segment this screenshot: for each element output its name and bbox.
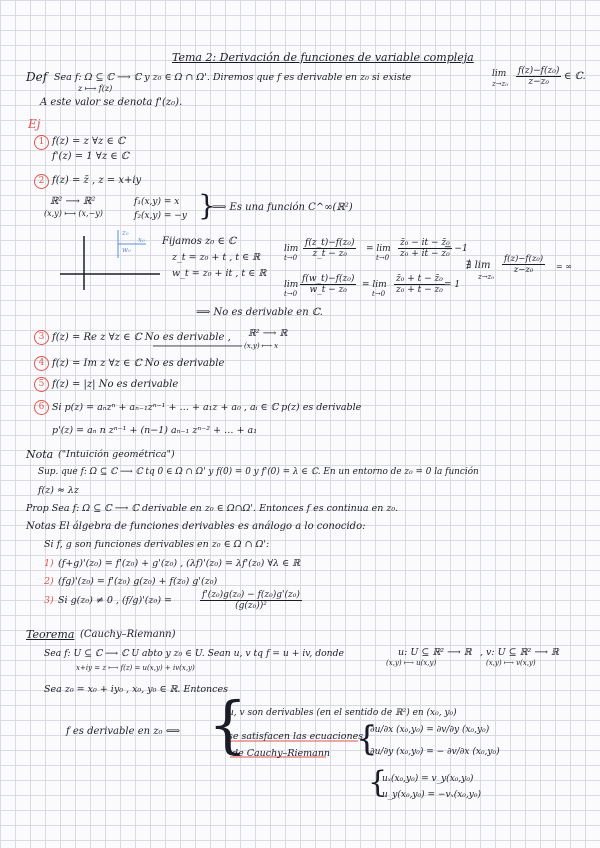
lim-a-result: = −1 — [444, 244, 468, 254]
ex2-fix: Fijamos z₀ ∈ ℂ — [162, 236, 237, 247]
teorema-v-sub: (x,y) ⟼ v(x,y) — [486, 659, 536, 667]
teorema-u-sub: (x,y) ⟼ u(x,y) — [386, 659, 437, 667]
nexists-tail: = ∞ — [556, 262, 572, 271]
lim-a-den: z_t − z₀ — [312, 249, 347, 259]
def-fraction-num: f(z)−f(z₀) — [518, 66, 560, 76]
lim-b-mid-den: z₀ + t − z₀ — [396, 285, 443, 295]
ex2-conclusion: ⟹ Es una función C^∞(ℝ²) — [212, 202, 353, 213]
teorema-label: Teorema — [26, 628, 75, 641]
lim-b-mid-num: z̄₀ + t − z̄₀ — [396, 274, 443, 284]
quotient-frac — [200, 590, 302, 611]
ex5-text: f(z) = |z| No es derivable — [52, 379, 179, 390]
def-lim-sub: z→z₀ — [492, 80, 509, 88]
def-notation: A este valor se denota f'(z₀). — [40, 97, 183, 108]
lim-b-result: = 1 — [444, 280, 461, 290]
example-number-2: 2 — [34, 174, 49, 189]
nexists-num: f(z)−f(z₀) — [504, 254, 544, 264]
ex1-line1: f(z) = z ∀z ∈ ℂ — [52, 136, 125, 147]
teorema-cond3: de Cauchy–Riemann — [232, 748, 331, 759]
lim-a-sub2: t→0 — [376, 254, 390, 262]
lim-b-mid — [394, 274, 445, 295]
cr-eq2: ∂u/∂y (x₀,y₀) = − ∂v/∂x (x₀,y₀) — [370, 747, 500, 757]
ex6-derivative: p'(z) = aₙ n zⁿ⁻¹ + (n−1) aₙ₋₁ zⁿ⁻² + … + a₁ — [52, 425, 258, 436]
def-lim: lim — [492, 69, 507, 79]
teorema-cond1: u, v son derivables (en el sentido de ℝ²) en (x₀, y₀) — [228, 708, 457, 718]
nexists: ∄ lim — [466, 260, 491, 271]
examples-label: Ej — [28, 117, 41, 131]
ex2-comp2: f₂(x,y) = −y — [134, 211, 187, 221]
teorema-line2: Sea z₀ = x₀ + iy₀ , x₀, y₀ ∈ ℝ. Entonces — [44, 684, 228, 695]
ex2-comp1: f₁(x,y) = x — [134, 197, 180, 207]
nota-label: Nota — [26, 448, 54, 461]
notas-intro: Si f, g son funciones derivables en z₀ ∈ Ω ∩ Ω': — [44, 539, 270, 550]
teorema-line1: Sea f: U ⊆ ℂ ⟶ ℂ U abto y z₀ ∈ U. Sean u, v tq f = u + iv, donde — [44, 648, 344, 659]
ex3-map2: (x,y) ⟼ x — [244, 342, 279, 350]
example-number-6: 6 — [34, 400, 49, 415]
teorema-v-map: , v: U ⊆ ℝ² ⟶ ℝ — [480, 647, 559, 658]
lim-b-den: w_t − z₀ — [309, 285, 347, 295]
teorema-sub1: x+iy = z ⟼ f(z) = u(x,y) + iv(x,y) — [76, 664, 195, 672]
example-number-3: 3 — [34, 330, 49, 345]
cr-eq4: u_y(x₀,y₀) = −vₓ(x₀,y₀) — [382, 790, 481, 800]
cr-eq1: ∂u/∂x (x₀,y₀) = ∂v/∂y (x₀,y₀) — [370, 725, 490, 735]
teorema-brace: { — [208, 688, 248, 761]
ex2-zt: z_t = z₀ + t , t ∈ ℝ — [172, 252, 261, 263]
nota-line2: f(z) ≈ λz — [38, 485, 79, 496]
ex2-map2: (x,y) ⟼ (x,−y) — [44, 209, 103, 218]
ex2-map1: ℝ² ⟶ ℝ² — [50, 196, 96, 207]
ex2-line1: f(z) = z̄ , z = x+iy — [52, 175, 142, 186]
axis-label-2: w₀ — [122, 246, 131, 254]
ex6-text: Si p(z) = aₙzⁿ + aₙ₋₁zⁿ⁻¹ + … + a₁z + a₀ , aᵢ ∈ ℂ p(z) es derivable — [52, 402, 362, 413]
cr-brace-2: { — [368, 765, 388, 800]
def-map: z ⟼ f(z) — [78, 84, 113, 93]
teorema-u-map: u: U ⊆ ℝ² ⟶ ℝ — [398, 647, 472, 658]
lim-a-num: f(z_t)−f(z₀) — [305, 238, 355, 248]
lim-b-frac — [300, 274, 356, 295]
lim-a-eq: = lim — [366, 244, 391, 254]
notas-item-2: (fg)'(z₀) = f'(z₀) g(z₀) + f(z₀) g'(z₀) — [58, 576, 218, 587]
ex3-text: f(z) = Re z ∀z ∈ ℂ No es derivable , — [52, 332, 231, 343]
ex2-conclusion2: ⟹ No es derivable en ℂ. — [196, 307, 323, 318]
axis-label-3: x₀ — [138, 236, 145, 244]
lim-a-mid-num: z̄₀ − it − z̄₀ — [400, 238, 450, 248]
lim-b-sub2: t→0 — [372, 290, 386, 298]
ex2-wt: w_t = z₀ + it , t ∈ ℝ — [172, 268, 267, 279]
notas-item-1: (f+g)'(z₀) = f'(z₀) + g'(z₀) , (λf)'(z₀) = λf'(z₀) ∀λ ∈ ℝ — [58, 558, 301, 569]
ex2-brace: } — [198, 189, 216, 222]
example-number-1: 1 — [34, 135, 49, 150]
def-fraction-den: z−z₀ — [528, 77, 549, 87]
quotient-num: f'(z₀)g(z₀) − f(z₀)g'(z₀) — [202, 590, 300, 600]
lim-a-sub: t→0 — [284, 254, 298, 262]
notas-item-2-num: 2) — [44, 576, 54, 587]
lim-b-eq: = lim — [362, 280, 387, 290]
notas-item-3: Si g(z₀) ≠ 0 , (f/g)'(z₀) = — [58, 595, 173, 606]
cr-brace: { — [356, 719, 378, 759]
prop-text: Prop Sea f: Ω ⊆ ℂ ⟶ ℂ derivable en z₀ ∈ Ω∩Ω'. Entonces f es continua en z₀. — [26, 503, 399, 514]
lim-a-word: lim — [284, 244, 299, 254]
notas-item-1-num: 1) — [44, 558, 54, 569]
quotient-den: (g(z₀))² — [235, 601, 267, 611]
def-label: Def — [26, 70, 48, 84]
notas-item-3-num: 3) — [44, 595, 54, 606]
nexists-frac — [502, 254, 545, 275]
teorema-lhs: f es derivable en z₀ ⟺ — [66, 726, 181, 737]
nexists-den: z−z₀ — [513, 265, 534, 275]
ex4-text: f(z) = Im z ∀z ∈ ℂ No es derivable — [52, 358, 225, 369]
lim-a-frac — [303, 238, 356, 259]
lim-b-num: f(w_t)−f(z₀) — [302, 274, 355, 284]
nota-head: ("Intuición geométrica") — [58, 449, 175, 460]
ex3-map1: ℝ² ⟶ ℝ — [248, 328, 288, 339]
teorema-name: (Cauchy–Riemann) — [80, 629, 176, 640]
def-lim-tail: ∈ ℂ. — [564, 71, 586, 82]
example-number-5: 5 — [34, 377, 49, 392]
def-text: Sea f: Ω ⊆ ℂ ⟶ ℂ y z₀ ∈ Ω ∩ Ω'. Diremos que f es derivable en z₀ si existe — [54, 72, 412, 83]
page-title: Tema 2: Derivación de funciones de variable compleja — [172, 51, 474, 64]
axis-label-1: z₀ — [122, 229, 129, 237]
lim-b-sub: t→0 — [284, 290, 298, 298]
lim-b-word: lim — [284, 280, 299, 290]
nexists-sub: z→z₀ — [478, 273, 495, 281]
teorema-cond2: se satisfacen las ecuaciones — [228, 731, 364, 742]
lim-a-mid-den: z₀ + it − z₀ — [400, 249, 450, 259]
nota-line1: Sup. que f: Ω ⊆ ℂ ⟶ ℂ tq 0 ∈ Ω ∩ Ω' y f(0) = 0 y f'(0) = λ ∈ ℂ. En un entorno de z₀ = 0 la función — [38, 467, 479, 477]
notas-head: Notas El álgebra de funciones derivables es análogo a lo conocido: — [26, 521, 366, 532]
cr-eq3: uₓ(x₀,y₀) = v_y(x₀,y₀) — [382, 774, 474, 784]
ex1-line2: f'(z) = 1 ∀z ∈ ℂ — [52, 151, 129, 162]
example-number-4: 4 — [34, 356, 49, 371]
